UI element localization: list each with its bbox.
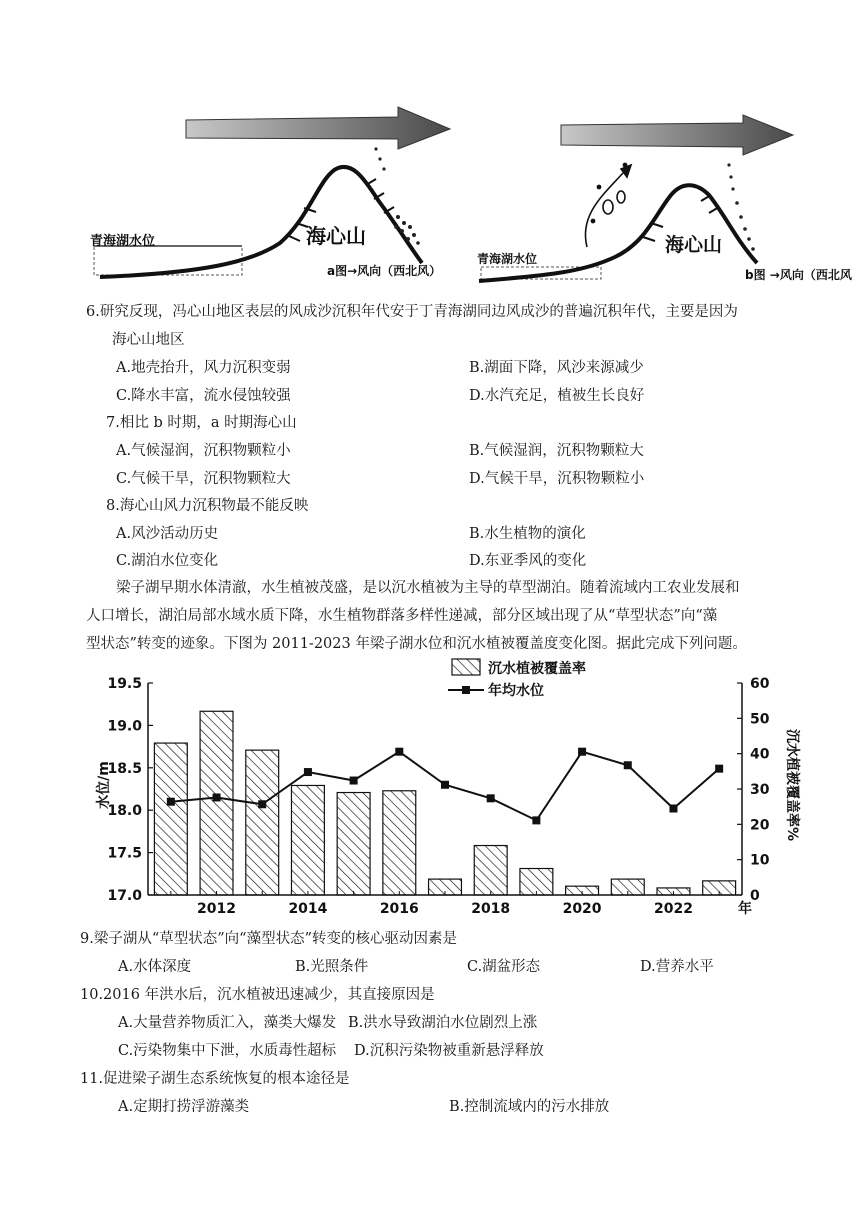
lake-level-label: 青海湖水位: [477, 252, 538, 266]
y-right-tick-label: 50: [750, 711, 770, 728]
x-tick-label: 2014: [288, 901, 328, 917]
y-left-tick-label: 18.0: [107, 803, 142, 820]
chart-bar: [474, 846, 507, 895]
question-8-option-a: A.风沙活动历史: [116, 526, 219, 542]
question-6-stem-line2: 海心山地区: [112, 332, 185, 348]
sand-deposit-dots: [727, 163, 754, 250]
question-7-stem: 7.相比 b 时期，a 时期海心山: [106, 415, 297, 431]
y-axis-right-label: 沉水植被覆盖率%: [784, 728, 800, 842]
chart-bar: [154, 743, 187, 895]
diagram-caption: b图 →风向（西北风: [745, 268, 852, 282]
question-10-option-c: C.污染物集中下泄，水质毒性超标: [118, 1043, 337, 1059]
water-level-point: [578, 748, 586, 756]
x-tick-label: 2020: [562, 901, 602, 917]
question-6-option-c: C.降水丰富，流水侵蚀较强: [116, 388, 291, 404]
wind-arrow-icon: [561, 115, 793, 155]
legend-line-marker: [462, 686, 470, 694]
chart-bar: [246, 750, 279, 895]
diagram-a: [80, 105, 460, 285]
question-11-option-b: B.控制流域内的污水排放: [449, 1099, 610, 1115]
question-10-option-b: B.洪水导致湖泊水位剧烈上涨: [348, 1015, 538, 1031]
y-right-tick-label: 60: [750, 676, 770, 692]
question-9-option-c: C.湖盆形态: [467, 959, 541, 975]
chart-legend: [448, 659, 586, 699]
passage-line-2: 人口增长，湖泊局部水域水质下降，水生植物群落多样性递减，部分区域出现了从“草型状态”向“藻: [86, 608, 718, 624]
y-axis-left-label: 水位/m: [96, 761, 112, 809]
water-level-point: [624, 761, 632, 769]
y-right-tick-label: 20: [750, 817, 770, 834]
water-level-point: [441, 781, 449, 789]
water-level-point: [258, 800, 266, 808]
question-9-option-a: A.水体深度: [118, 959, 192, 975]
question-11-option-a: A.定期打捞浮游藻类: [118, 1099, 250, 1115]
question-8-option-b: B.水生植物的演化: [469, 526, 586, 542]
question-10-option-d: D.沉积污染物被重新悬浮释放: [354, 1043, 544, 1059]
question-6-option-d: D.水汽充足，植被生长良好: [469, 388, 645, 404]
water-level-point: [487, 794, 495, 802]
question-6-option-a: A.地壳抬升，风力沉积变弱: [116, 360, 291, 376]
legend-bar-swatch: [452, 659, 480, 675]
question-10-option-a: A.大量营养物质汇入，藻类大爆发: [118, 1015, 337, 1031]
diagram-b: [475, 105, 860, 285]
wind-arrow-icon: [186, 107, 450, 149]
y-left-tick-label: 17.5: [107, 845, 142, 862]
y-left-tick-label: 19.5: [107, 676, 142, 692]
water-level-point: [167, 798, 175, 806]
water-level-point: [304, 768, 312, 776]
chart-bar: [383, 791, 416, 895]
question-8-option-c: C.湖泊水位变化: [116, 553, 219, 569]
mountain-profile: [100, 167, 422, 277]
x-tick-label: 2022: [653, 901, 693, 917]
water-level-point: [350, 777, 358, 785]
legend-line-label: 年均水位: [488, 683, 544, 699]
question-8-option-d: D.东亚季风的变化: [469, 553, 587, 569]
x-tick-label: 2016: [379, 901, 419, 917]
y-left-tick-label: 17.0: [107, 888, 142, 904]
water-level-point: [715, 765, 723, 773]
x-tick-label: 2012: [197, 901, 237, 917]
question-11-stem: 11.促进梁子湖生态系统恢复的根本途径是: [80, 1071, 350, 1087]
question-6-stem-line1: 6.研究反现，冯心山地区表层的风成沙沉积年代安于丁青海湖同边风成沙的普遍沉积年代，主要是因为: [86, 304, 738, 320]
water-level-point: [395, 748, 403, 756]
chart-bar: [200, 711, 233, 895]
y-left-tick-label: 19.0: [107, 718, 142, 735]
y-right-tick-label: 10: [750, 852, 770, 869]
question-9-option-b: B.光照条件: [295, 959, 369, 975]
wind-swirl-icon: [585, 163, 631, 247]
x-axis-label: 年: [738, 901, 752, 917]
y-right-tick-label: 0: [750, 888, 760, 904]
y-left-tick-label: 18.5: [107, 760, 142, 777]
legend-bar-label: 沉水植被覆盖率: [488, 661, 586, 677]
y-right-tick-label: 40: [750, 746, 770, 763]
question-8-stem: 8.海心山风力沉积物最不能反映: [106, 498, 309, 514]
water-level-point: [669, 805, 677, 813]
question-7-option-a: A.气候湿润，沉积物颗粒小: [116, 443, 291, 459]
mountain-label: 海心山: [306, 224, 366, 248]
water-level-point: [532, 816, 540, 824]
question-6-option-b: B.湖面下降，风沙来源减少: [469, 360, 644, 376]
passage-line-1: 梁子湖早期水体清澈，水生植被茂盛，是以沉水植被为主导的草型湖泊。随着流域内工农业发展和: [116, 580, 740, 596]
question-10-stem: 10.2016 年洪水后，沉水植被迅速减少，其直接原因是: [80, 987, 435, 1003]
x-tick-label: 2018: [471, 901, 511, 917]
question-9-stem: 9.梁子湖从“草型状态”向“藻型状态”转变的核心驱动因素是: [80, 931, 457, 947]
lake-level-label: 青海湖水位: [90, 234, 156, 249]
water-level-point: [213, 793, 221, 801]
question-7-option-b: B.气候湿润，沉积物颗粒大: [469, 443, 644, 459]
question-9-option-d: D.营养水平: [640, 959, 714, 975]
water-level-vegetation-chart: [86, 655, 802, 920]
question-7-option-c: C.气候干旱，沉积物颗粒大: [116, 471, 291, 487]
chart-bar: [337, 793, 370, 895]
diagram-caption: a图→风向（西北风）: [327, 264, 442, 278]
mountain-label: 海心山: [665, 234, 723, 256]
passage-line-3: 型状态”转变的迹象。下图为 2011-2023 年梁子湖水位和沉水植被覆盖度变化图。据此完成下列问题。: [86, 636, 747, 652]
chart-bar: [291, 785, 324, 895]
question-7-option-d: D.气候干旱，沉积物颗粒小: [469, 471, 645, 487]
y-right-tick-label: 30: [750, 782, 770, 798]
